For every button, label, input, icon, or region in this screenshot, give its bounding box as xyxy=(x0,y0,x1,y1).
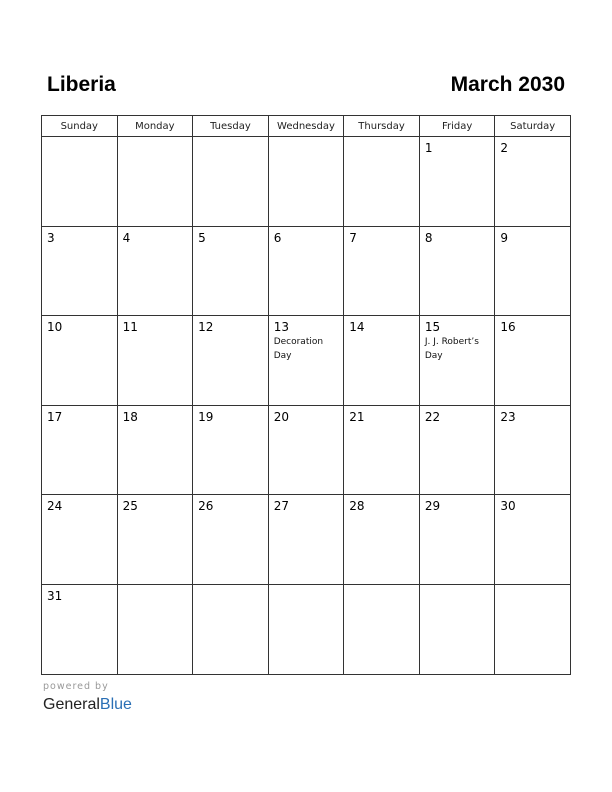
empty-day-cell xyxy=(268,137,344,227)
generalblue-logo[interactable] xyxy=(43,694,163,716)
day-number: 9 xyxy=(500,230,509,245)
day-cell[interactable] xyxy=(193,316,269,406)
holiday-label: Decoration Day xyxy=(273,337,324,362)
day-number: 23 xyxy=(500,409,516,424)
day-number: 7 xyxy=(349,230,357,245)
day-cell[interactable] xyxy=(193,405,269,495)
day-number: 3 xyxy=(47,230,55,245)
day-cell[interactable] xyxy=(42,226,118,316)
day-number: 11 xyxy=(122,320,138,335)
weekday-header-row xyxy=(42,116,571,137)
day-number: 17 xyxy=(47,409,63,424)
day-cell[interactable] xyxy=(117,405,193,495)
empty-day-cell xyxy=(117,137,193,227)
day-number: 15 xyxy=(424,320,441,335)
weekday-thursday: Thursday xyxy=(344,116,420,137)
day-cell[interactable] xyxy=(117,226,193,316)
footer-branding xyxy=(43,681,163,716)
day-cell[interactable] xyxy=(42,584,118,674)
day-cell[interactable] xyxy=(495,405,571,495)
day-number: 20 xyxy=(273,409,289,424)
day-cell[interactable] xyxy=(117,495,193,585)
day-cell[interactable] xyxy=(495,316,571,406)
day-number: 18 xyxy=(122,409,138,424)
day-number: 16 xyxy=(500,320,516,335)
day-number: 12 xyxy=(198,320,214,335)
empty-day-cell xyxy=(117,584,193,674)
day-cell[interactable] xyxy=(419,495,495,585)
weekday-sunday: Sunday xyxy=(42,116,118,137)
day-cell[interactable] xyxy=(495,495,571,585)
day-number: 30 xyxy=(500,499,516,514)
country-title: Liberia xyxy=(47,73,116,96)
weekday-wednesday: Wednesday xyxy=(268,116,344,137)
day-cell[interactable] xyxy=(268,405,344,495)
day-number: 25 xyxy=(122,499,138,514)
day-cell[interactable] xyxy=(42,405,118,495)
week-row xyxy=(42,405,571,495)
day-number: 10 xyxy=(47,320,63,335)
week-row xyxy=(42,495,571,585)
week-row xyxy=(42,584,571,674)
day-number: 27 xyxy=(273,499,289,514)
day-cell[interactable] xyxy=(268,495,344,585)
day-cell[interactable] xyxy=(193,226,269,316)
day-cell[interactable] xyxy=(419,405,495,495)
weekday-friday: Friday xyxy=(419,116,495,137)
calendar-header xyxy=(41,72,571,98)
day-number: 31 xyxy=(47,588,63,603)
week-row xyxy=(42,137,571,227)
day-cell[interactable] xyxy=(117,316,193,406)
day-cell[interactable] xyxy=(193,495,269,585)
empty-day-cell xyxy=(344,137,420,227)
day-number: 14 xyxy=(349,320,365,335)
week-row xyxy=(42,226,571,316)
day-cell[interactable] xyxy=(495,226,571,316)
empty-day-cell xyxy=(344,584,420,674)
day-cell[interactable] xyxy=(42,495,118,585)
day-number: 4 xyxy=(122,230,131,245)
powered-by-text: powered by xyxy=(43,681,109,692)
day-number: 22 xyxy=(424,409,441,424)
day-number: 13 xyxy=(273,320,289,335)
weekday-tuesday: Tuesday xyxy=(193,116,269,137)
day-number: 26 xyxy=(198,499,214,514)
day-cell[interactable] xyxy=(419,226,495,316)
day-number: 28 xyxy=(349,499,365,514)
day-number: 1 xyxy=(424,141,433,155)
day-cell[interactable] xyxy=(495,137,571,227)
day-number: 21 xyxy=(349,409,365,424)
brand-general-text: General xyxy=(43,696,100,713)
day-cell[interactable] xyxy=(419,137,495,227)
day-number: 5 xyxy=(198,230,206,245)
day-number: 24 xyxy=(47,499,63,514)
empty-day-cell xyxy=(42,137,118,227)
month-calendar-grid xyxy=(41,115,571,675)
holiday-label: J. J. Robert’s Day xyxy=(424,337,479,362)
day-cell[interactable] xyxy=(344,226,420,316)
day-cell[interactable] xyxy=(268,226,344,316)
day-cell[interactable] xyxy=(344,316,420,406)
day-cell[interactable] xyxy=(42,316,118,406)
calendar-weeks xyxy=(42,137,571,675)
empty-day-cell xyxy=(419,584,495,674)
day-cell[interactable] xyxy=(419,316,495,406)
weekday-saturday: Saturday xyxy=(495,116,571,137)
brand-blue-text: Blue xyxy=(99,696,132,713)
day-number: 6 xyxy=(273,230,282,245)
day-number: 19 xyxy=(198,409,214,424)
day-number: 8 xyxy=(424,230,433,245)
month-title: March 2030 xyxy=(450,73,565,96)
day-cell[interactable] xyxy=(268,316,344,406)
week-row xyxy=(42,316,571,406)
empty-day-cell xyxy=(193,137,269,227)
day-cell[interactable] xyxy=(344,405,420,495)
day-cell[interactable] xyxy=(344,495,420,585)
day-number: 2 xyxy=(500,141,509,155)
weekday-monday: Monday xyxy=(117,116,193,137)
empty-day-cell xyxy=(193,584,269,674)
empty-day-cell xyxy=(495,584,571,674)
empty-day-cell xyxy=(268,584,344,674)
day-number: 29 xyxy=(424,499,441,514)
